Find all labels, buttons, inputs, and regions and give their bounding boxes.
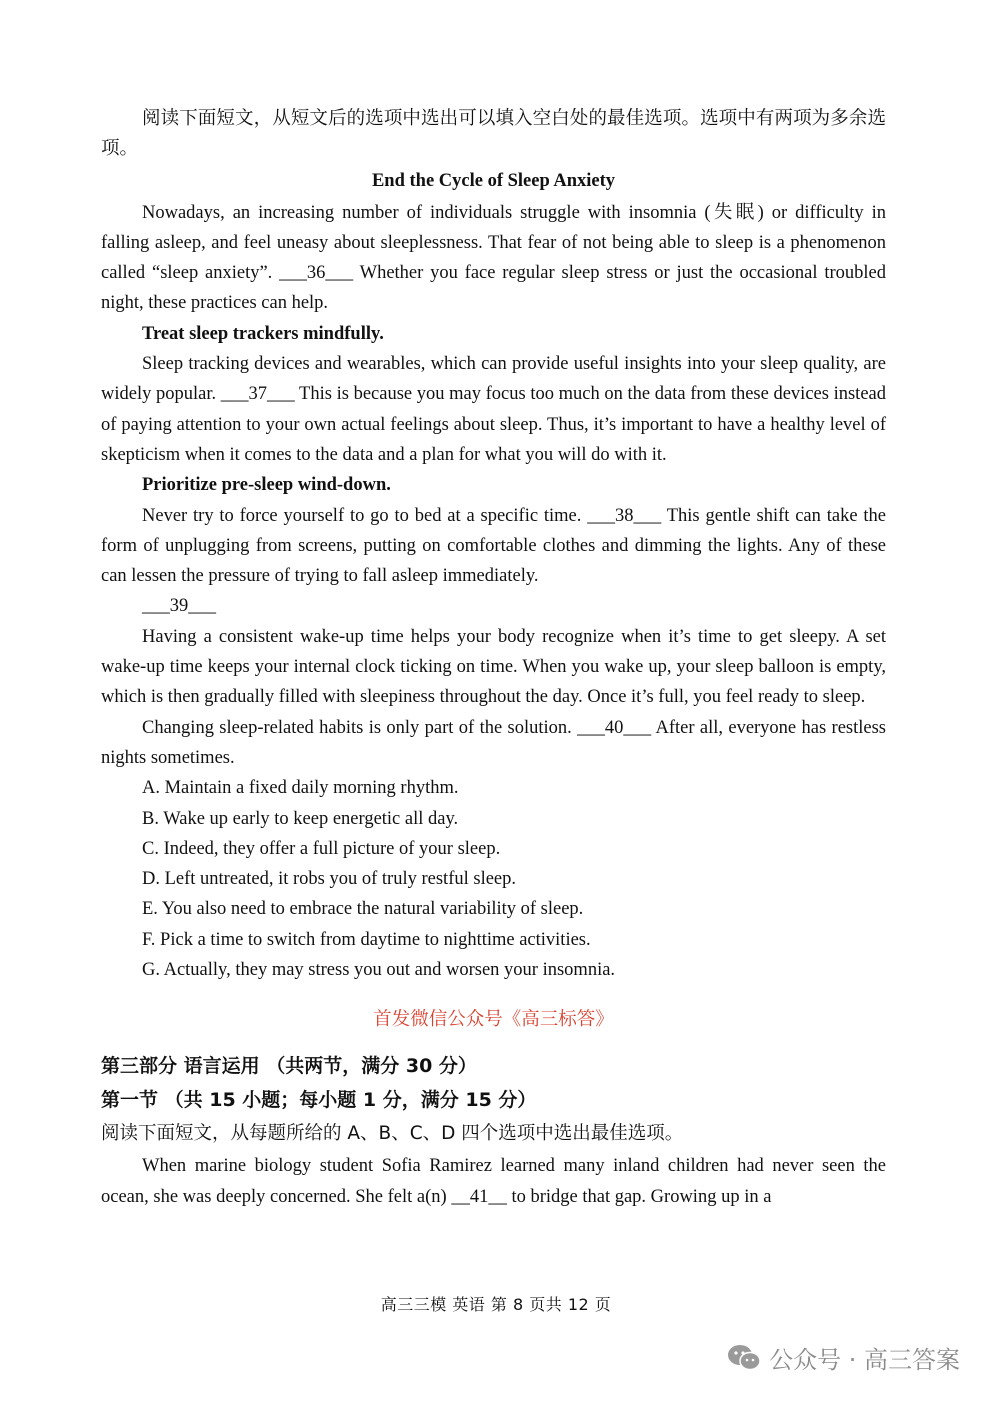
subheading-2: Prioritize pre-sleep wind-down. bbox=[142, 475, 391, 496]
reading-instructions: 阅读下面短文，从短文后的选项中选出可以填入空白处的最佳选项。选项中有两项为多余选项。 bbox=[101, 108, 886, 160]
blank-39: ___39___ bbox=[142, 596, 216, 617]
exam-page bbox=[101, 104, 886, 1212]
option-d: D. Left untreated, it robs you of truly restful sleep. bbox=[142, 869, 517, 890]
promo-note: 首发微信公众号《高三标答》 bbox=[373, 1009, 614, 1031]
options-list bbox=[101, 773, 886, 985]
paragraph-3: Never try to force yourself to go to bed at a specific time. ___38___ This gentle shift can take the form of unplugging from screens, putting on comfortable clothes and dimming the lights. Any of these can lessen the pressure of trying to fall asleep immediately. bbox=[101, 505, 886, 587]
watermark bbox=[727, 1340, 960, 1375]
option-e: E. You also need to embrace the natural variability of sleep. bbox=[142, 899, 584, 920]
paragraph-1: Nowadays, an increasing number of individuals struggle with insomnia (失眠) or difficulty in falling asleep, and feel uneasy about sleeplessness. That fear of not being able to sleep is a phenomenon called “sleep anxiety”. ___36___ Whether you face regular sleep stress or just the occasional troubled night, these practices can help. bbox=[101, 202, 886, 314]
passage-title: End the Cycle of Sleep Anxiety bbox=[371, 170, 616, 191]
cloze-instructions: 阅读下面短文，从每题所给的 A、B、C、D 四个选项中选出最佳选项。 bbox=[101, 1123, 684, 1145]
wechat-icon bbox=[727, 1343, 761, 1373]
section-one-heading: 第一节 （共 15 小题；每小题 1 分，满分 15 分） bbox=[101, 1089, 537, 1112]
option-a: A. Maintain a fixed daily morning rhythm. bbox=[142, 778, 459, 799]
watermark-text: 公众号 · 高三答案 bbox=[769, 1346, 960, 1374]
option-g: G. Actually, they may stress you out and worsen your insomnia. bbox=[142, 960, 616, 981]
option-c: C. Indeed, they offer a full picture of your sleep. bbox=[142, 838, 501, 859]
option-f: F. Pick a time to switch from daytime to nighttime activities. bbox=[142, 929, 591, 950]
paragraph-2: Sleep tracking devices and wearables, which can provide useful insights into your sleep quality, are widely popular. ___37___ This is because you may focus too much on the data from these devices instead of paying attention to your own actual feelings about sleep. Thus, it’s important to have a healthy level of skepticism when it comes to the data and a plan for what you will do with it. bbox=[101, 354, 886, 465]
paragraph-4: Having a consistent wake-up time helps your body recognize when it’s time to get sleepy. A set wake-up time keeps your internal clock ticking on time. When you wake up, your sleep balloon is empty, which is then gradually filled with sleepiness throughout the day. Once it’s full, you feel ready to sleep. bbox=[101, 626, 886, 708]
paragraph-5: Changing sleep-related habits is only part of the solution. ___40___ After all, everyone has restless nights sometimes. bbox=[101, 717, 886, 768]
option-b: B. Wake up early to keep energetic all day. bbox=[142, 808, 459, 829]
page-footer: 高三三模 英语 第 8 页共 12 页 bbox=[380, 1295, 612, 1314]
paragraph-6: When marine biology student Sofia Ramirez learned many inland children had never seen the ocean, she was deeply concerned. She felt a(n) __41__ to bridge that gap. Growing up in a bbox=[101, 1156, 886, 1207]
part-three-heading: 第三部分 语言运用 （共两节，满分 30 分） bbox=[101, 1055, 477, 1078]
subheading-1: Treat sleep trackers mindfully. bbox=[142, 323, 384, 344]
